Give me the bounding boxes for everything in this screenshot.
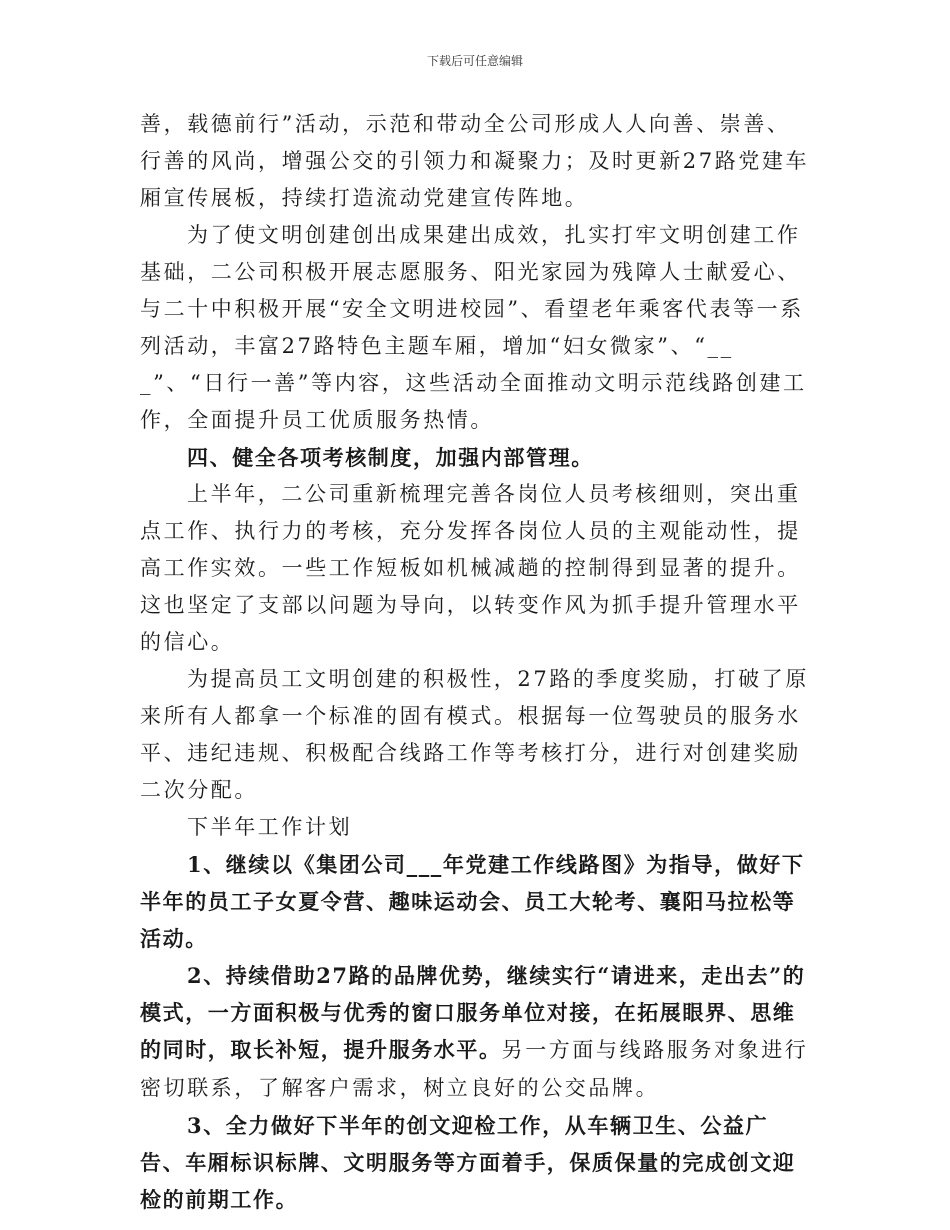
page-header: 下载后可任意编辑 <box>426 54 523 68</box>
paragraph-quarterly-reward: 为提高员工文明创建的积极性，27路的季度奖励，打破了原来所有人都拿一个标准的固有模式。根据每一位驾驶员的服务水平、违纪违规、积极配合线路工作等考核打分，进行对创建奖励二次分配。 <box>140 667 809 802</box>
paragraph-assessment: 上半年，二公司重新梳理完善各岗位人员考核细则，突出重点工作、执行力的考核，充分发挥各岗位人员的主观能动性，提高工作实效。一些工作短板如机械减趟的控制得到显著的提升。这也坚定了支部以问题为导向，以转变作风为抓手提升管理水平的信心。 <box>140 482 801 654</box>
plan-title: 下半年工作计划 <box>187 815 353 839</box>
paragraph-civilization-creation: 为了使文明创建创出成果建出成效，扎实打牢文明创建工作基础，二公司积极开展志愿服务、阳光家园为残障人士献爱心、与二十中积极开展“安全文明进校园”、看望老年乘客代表等一系列活动，丰富27路特色主题车厢，增加“妇女微家”、“___”、“日行一善”等内容，这些活动全面推动文明示范线路创建工作，全面提升员工优质服务热情。 <box>140 223 807 432</box>
plan-item-1: 1、继续以《集团公司___年党建工作线路图》为指导，做好下半年的员工子女夏令营、趣味运动会、员工大轮考、襄阳马拉松等活动。 <box>140 852 805 951</box>
plan-item-2 <box>140 957 812 1107</box>
document-body <box>140 106 812 1218</box>
plan-item-2-bold: 2、持续借助27路的品牌优势，继续实行“请进来，走出去”的模式，一方面积极与优秀的窗口服务单位对接，在拓展眼界、思维的同时，取长补短，提升服务水平。 <box>140 963 806 1062</box>
plan-item-2-plain: 另一方面与线路服务对象进行密切联系，了解客户需求，树立良好的公交品牌。 <box>140 1038 809 1100</box>
paragraph-continuation: 善，载德前行”活动，示范和带动全公司形成人人向善、崇善、行善的风尚，增强公交的引领力和凝聚力；及时更新27路党建车厢宣传展板，持续打造流动党建宣传阵地。 <box>140 112 810 210</box>
plan-item-3: 3、全力做好下半年的创文迎检工作，从车辆卫生、公益广告、车厢标识标牌、文明服务等方面着手，保质保量的完成创文迎检的前期工作。 <box>140 1113 796 1212</box>
section-heading-4: 四、健全各项考核制度，加强内部管理。 <box>187 445 594 470</box>
